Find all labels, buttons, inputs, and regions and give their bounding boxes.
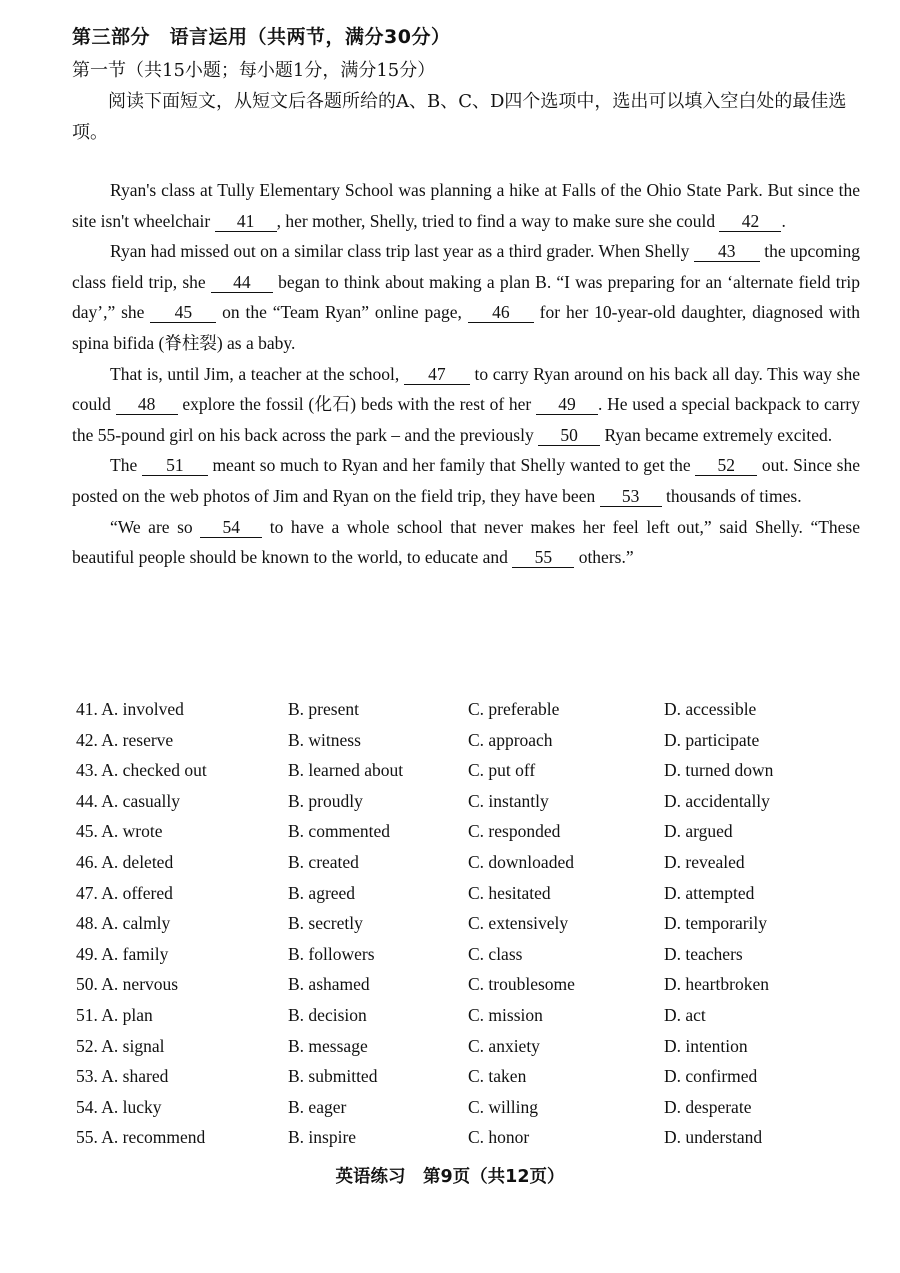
option-d: D. temporarily — [664, 913, 768, 934]
option-d: D. teachers — [664, 943, 743, 964]
passage-text: to have a whole school that never makes her feel left out,” said Shelly. “These beautiful people should be known to the world, to educate and — [72, 516, 861, 568]
blank-44: 44 — [211, 272, 273, 293]
option-a: 44. A. casually — [76, 790, 181, 811]
passage-text: Ryan became extremely excited. — [600, 424, 833, 445]
passage-text: The — [110, 455, 142, 476]
option-b: B. eager — [288, 1096, 347, 1117]
option-c: C. taken — [468, 1066, 527, 1087]
option-d: D. argued — [664, 821, 733, 842]
question-row — [76, 852, 876, 883]
option-a: 45. A. wrote — [76, 821, 163, 842]
question-row — [76, 1066, 876, 1097]
instructions: 阅读下面短文，从短文后各题所给的A、B、C、D四个选项中，选出可以填入空白处的最佳选项。 — [72, 91, 847, 143]
option-d: D. revealed — [664, 851, 745, 872]
option-d: D. desperate — [664, 1096, 752, 1117]
passage-text: Ryan had missed out on a similar class trip last year as a third grader. When Shelly — [110, 241, 694, 262]
option-b: B. witness — [288, 729, 361, 750]
option-c: C. instantly — [468, 790, 549, 811]
option-b: B. present — [288, 699, 359, 719]
option-b: B. decision — [288, 1004, 367, 1025]
option-a: 51. A. plan — [76, 1004, 153, 1025]
blank-48: 48 — [116, 394, 178, 415]
question-row — [76, 730, 876, 761]
passage-text: to carry Ryan around on his back all day. This way she could — [72, 363, 860, 415]
answer-options — [76, 699, 876, 1158]
passage-text: out. Since she posted on the web photos of Jim and Ryan on the field trip, they have been — [72, 455, 860, 506]
option-a: 52. A. signal — [76, 1035, 165, 1056]
option-c: C. troublesome — [468, 974, 575, 995]
paragraph-2 — [72, 236, 860, 358]
option-a: 49. A. family — [76, 943, 169, 964]
blank-52: 52 — [695, 455, 757, 476]
passage-text: the upcoming class field trip, she — [72, 241, 860, 292]
blank-42: 42 — [719, 211, 781, 232]
option-c: C. hesitated — [468, 882, 551, 903]
option-b: B. followers — [288, 943, 375, 964]
option-a: 47. A. offered — [76, 882, 173, 903]
section-title: 第一节（共15小题；每小题1分，满分15分） — [72, 60, 436, 81]
option-c: C. put off — [468, 760, 536, 781]
option-c: C. class — [468, 943, 523, 964]
blank-43: 43 — [694, 241, 760, 262]
option-a: 43. A. checked out — [76, 760, 207, 781]
option-c: C. extensively — [468, 913, 569, 934]
option-b: B. secretly — [288, 913, 363, 934]
option-c: C. anxiety — [468, 1035, 540, 1056]
option-a: 42. A. reserve — [76, 729, 174, 750]
option-a: 41. A. involved — [76, 699, 184, 719]
question-row — [76, 1036, 876, 1067]
option-a: 54. A. lucky — [76, 1096, 162, 1117]
passage-text: thousands of times. — [661, 485, 802, 506]
option-a: 48. A. calmly — [76, 913, 171, 934]
option-b: B. agreed — [288, 882, 356, 903]
blank-41: 41 — [215, 211, 277, 232]
option-c: C. willing — [468, 1096, 539, 1117]
passage-text: began to think about making a plan B. “I was preparing for an ‘alternate field trip day’,” she — [72, 271, 861, 323]
question-row — [76, 791, 876, 822]
question-row — [76, 883, 876, 914]
option-c: C. honor — [468, 1127, 530, 1148]
part-title: 第三部分 语言运用（共两节，满分30分） — [72, 26, 451, 48]
passage-text: . — [781, 210, 786, 231]
option-c: C. mission — [468, 1004, 543, 1025]
option-b: B. proudly — [288, 790, 363, 811]
option-b: B. submitted — [288, 1066, 378, 1087]
blank-55: 55 — [512, 547, 574, 568]
option-a: 53. A. shared — [76, 1066, 169, 1087]
passage-text: others.” — [574, 547, 634, 568]
option-d: D. turned down — [664, 760, 774, 781]
blank-54: 54 — [200, 517, 262, 538]
option-a: 55. A. recommend — [76, 1127, 206, 1148]
question-row — [76, 1005, 876, 1036]
question-row — [76, 944, 876, 975]
option-d: D. confirmed — [664, 1066, 758, 1087]
passage-text: . He used a special backpack to carry the 55-pound girl on his back across the park – and the previously — [72, 394, 860, 445]
option-c: C. responded — [468, 821, 561, 842]
passage-text: for her 10-year-old daughter, diagnosed with spina bifida (脊柱裂) as a baby. — [72, 302, 861, 353]
option-a: 50. A. nervous — [76, 974, 179, 995]
question-row — [76, 974, 876, 1005]
question-row — [76, 821, 876, 852]
question-row — [76, 1127, 876, 1158]
option-b: B. commented — [288, 821, 391, 842]
blank-51: 51 — [142, 455, 208, 476]
option-a: 46. A. deleted — [76, 851, 174, 872]
option-d: D. heartbroken — [664, 974, 769, 995]
cloze-passage — [72, 175, 860, 573]
paragraph-1 — [72, 175, 860, 236]
blank-45: 45 — [150, 302, 216, 323]
paragraph-4 — [72, 450, 860, 511]
blank-46: 46 — [468, 302, 534, 323]
option-d: D. attempted — [664, 882, 755, 903]
option-b: B. ashamed — [288, 974, 370, 995]
option-c: C. downloaded — [468, 851, 574, 872]
passage-text: Ryan's class at Tully Elementary School was planning a hike at Falls of the Ohio State Park. But since the site isn't wheelchair — [72, 180, 860, 231]
question-row — [76, 1097, 876, 1128]
blank-50: 50 — [538, 425, 600, 446]
option-b: B. learned about — [288, 760, 404, 781]
passage-text: meant so much to Ryan and her family that Shelly wanted to get the — [207, 455, 696, 476]
blank-47: 47 — [404, 364, 470, 385]
page-footer: 英语练习 第9页（共12页） — [335, 1167, 565, 1187]
option-b: B. created — [288, 851, 359, 872]
paragraph-3 — [72, 359, 860, 451]
question-row — [76, 760, 876, 791]
passage-text: “We are so — [110, 516, 201, 537]
option-d: D. accessible — [664, 699, 757, 719]
passage-text: on the “Team Ryan” online page, — [216, 302, 468, 323]
option-d: D. participate — [664, 729, 760, 750]
question-row — [76, 699, 876, 730]
option-d: D. intention — [664, 1035, 748, 1056]
option-b: B. inspire — [288, 1127, 357, 1148]
option-c: C. approach — [468, 729, 553, 750]
option-d: D. accidentally — [664, 790, 770, 811]
blank-53: 53 — [600, 486, 662, 507]
blank-49: 49 — [536, 394, 598, 415]
option-d: D. understand — [664, 1127, 763, 1148]
passage-text: That is, until Jim, a teacher at the school, — [110, 363, 404, 384]
passage-text: explore the fossil (化石) beds with the rest of her — [177, 394, 536, 415]
question-row — [76, 913, 876, 944]
option-d: D. act — [664, 1004, 706, 1025]
passage-text: , her mother, Shelly, tried to find a way to make sure she could — [276, 210, 720, 231]
paragraph-5 — [72, 512, 860, 573]
option-b: B. message — [288, 1035, 368, 1056]
option-c: C. preferable — [468, 699, 560, 719]
